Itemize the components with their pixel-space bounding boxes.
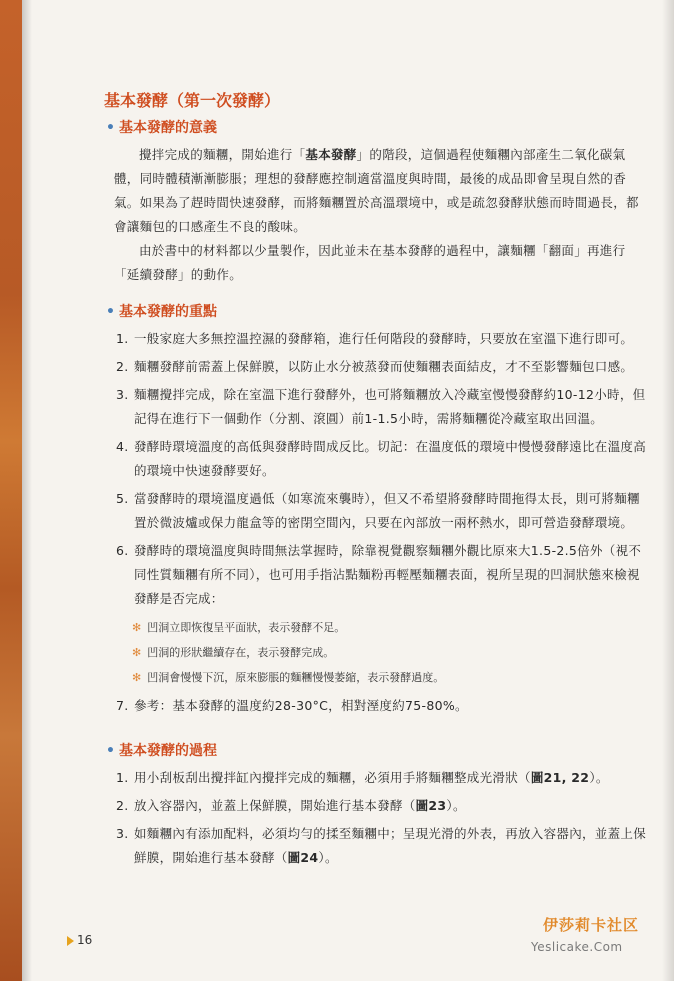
item-number: 3. [116, 387, 129, 402]
process-heading-text: 基本發酵的過程 [118, 743, 217, 759]
page-edge-shadow [662, 0, 674, 981]
item-text: 一般家庭大多無控溫控濕的發酵箱，進行任何階段的發酵時，只要放在室溫下進行即可。 [134, 331, 634, 346]
fermentation-test-notes [132, 615, 649, 690]
book-spine-edge [0, 0, 22, 981]
figure-reference: 圖23 [415, 798, 447, 813]
para1-text-b: 」的階段，這個過程使麵糰內部產生二氧化碳氣體，同時體積漸漸膨脹；理想的發酵應控制適當溫度與時間，最後的成品即會呈現自然的香氣。如果為了趕時間快速發酵，而將麵糰置於高溫環境中，或是疏忽發酵狀態而時間過長，都會讓麵包的口感產生不良的酸味。 [114, 147, 639, 234]
item-text: 麵糰發酵前需蓋上保鮮膜，以防止水分被蒸發而使麵糰表面結皮，才不至影響麵包口感。 [134, 359, 634, 374]
asterisk-icon: ✻ [132, 646, 142, 659]
page-content [104, 88, 649, 874]
bullet-dot-icon: • [106, 120, 115, 136]
meaning-paragraph-2: 由於書中的材料都以少量製作，因此並未在基本發酵的過程中，讓麵糰「翻面」再進行「延續發酵」的動作。 [114, 243, 626, 282]
list-item [116, 487, 649, 535]
item-text: 參考：基本發酵的溫度約28-30°C，相對溼度約75-80%。 [134, 698, 468, 713]
note-item [132, 640, 649, 665]
keypoints-heading-text: 基本發酵的重點 [118, 304, 217, 320]
bullet-dot-icon: • [106, 304, 115, 320]
asterisk-icon: ✻ [132, 671, 142, 684]
list-item [116, 327, 649, 351]
meaning-paragraph-1 [114, 143, 649, 239]
process-list [116, 766, 649, 870]
asterisk-icon: ✻ [132, 621, 142, 634]
item-text-end: ）。 [589, 770, 609, 785]
item-text-end: ）。 [446, 798, 466, 813]
list-item [116, 435, 649, 483]
list-item [116, 539, 649, 611]
item-number: 6. [116, 543, 129, 558]
item-text: 如麵糰內有添加配料，必須均勻的揉至麵糰中；呈現光滑的外表，再放入容器內，並蓋上保鮮膜，開始進行基本發酵（ [134, 826, 647, 865]
page-marker-triangle-icon [67, 936, 74, 946]
meaning-heading-text: 基本發酵的意義 [118, 120, 217, 136]
keypoints-list-cont [116, 694, 649, 718]
list-item [116, 694, 649, 718]
item-number: 2. [116, 359, 129, 374]
page-number: 16 [77, 933, 93, 947]
item-number: 1. [116, 770, 129, 785]
list-item [116, 766, 649, 790]
watermark-chinese: 伊莎莉卡社区 [543, 916, 640, 934]
item-text: 放入容器內，並蓋上保鮮膜，開始進行基本發酵（ [134, 798, 416, 813]
para1-bold-term: 基本發酵 [305, 147, 357, 162]
item-number: 2. [116, 798, 129, 813]
note-item [132, 615, 649, 640]
item-text: 當發酵時的環境溫度過低（如寒流來襲時），但又不希望將發酵時間拖得太長，則可將麵糰置於微波爐或保力龍盒等的密閉空間內，只要在內部放一兩杯熱水，即可營造發酵環境。 [134, 491, 640, 530]
watermark-english: Yeslicake.Com [531, 940, 623, 954]
note-text: 凹洞立即恢復呈平面狀，表示發酵不足。 [147, 621, 346, 634]
item-number: 4. [116, 439, 129, 454]
list-item [116, 822, 649, 870]
list-item [116, 355, 649, 379]
section-title: 基本發酵（第一次發酵） [104, 91, 281, 110]
keypoints-list [116, 327, 649, 611]
note-text: 凹洞會慢慢下沉，原來膨脹的麵糰慢慢萎縮，表示發酵過度。 [147, 671, 445, 684]
item-number: 5. [116, 491, 129, 506]
figure-reference: 圖21, 22 [530, 770, 590, 785]
item-text: 發酵時的環境溫度與時間無法掌握時，除靠視覺觀察麵糰外觀比原來大1.5-2.5倍外（視不同性質麵糰有所不同），也可用手指沾點麵粉再輕壓麵糰表面，視所呈現的凹洞狀態來檢視發酵是否完成： [134, 543, 642, 606]
meaning-heading [106, 117, 649, 137]
item-text: 用小刮板刮出攪拌缸內攪拌完成的麵糰，必須用手將麵糰整成光滑狀（ [134, 770, 531, 785]
list-item [116, 794, 649, 818]
list-item [116, 383, 649, 431]
process-heading [106, 740, 649, 760]
item-text: 麵糰攪拌完成，除在室溫下進行發酵外，也可將麵糰放入冷藏室慢慢發酵約10-12小時，但記得在進行下一個動作（分割、滾圓）前1-1.5小時，需將麵糰從冷藏室取出回溫。 [134, 387, 646, 426]
item-text: 發酵時環境溫度的高低與發酵時間成反比。切記：在溫度低的環境中慢慢發酵遠比在溫度高的環境中快速發酵要好。 [134, 439, 647, 478]
bullet-dot-icon: • [106, 743, 115, 759]
para1-text-a: 攪拌完成的麵糰，開始進行「 [139, 147, 306, 162]
spine-shadow [22, 0, 32, 981]
item-number: 3. [116, 826, 129, 841]
item-number: 1. [116, 331, 129, 346]
note-item [132, 665, 649, 690]
item-text-end: ）。 [318, 850, 338, 865]
note-text: 凹洞的形狀繼續存在，表示發酵完成。 [147, 646, 335, 659]
figure-reference: 圖24 [287, 850, 319, 865]
keypoints-heading [106, 301, 649, 321]
item-number: 7. [116, 698, 129, 713]
